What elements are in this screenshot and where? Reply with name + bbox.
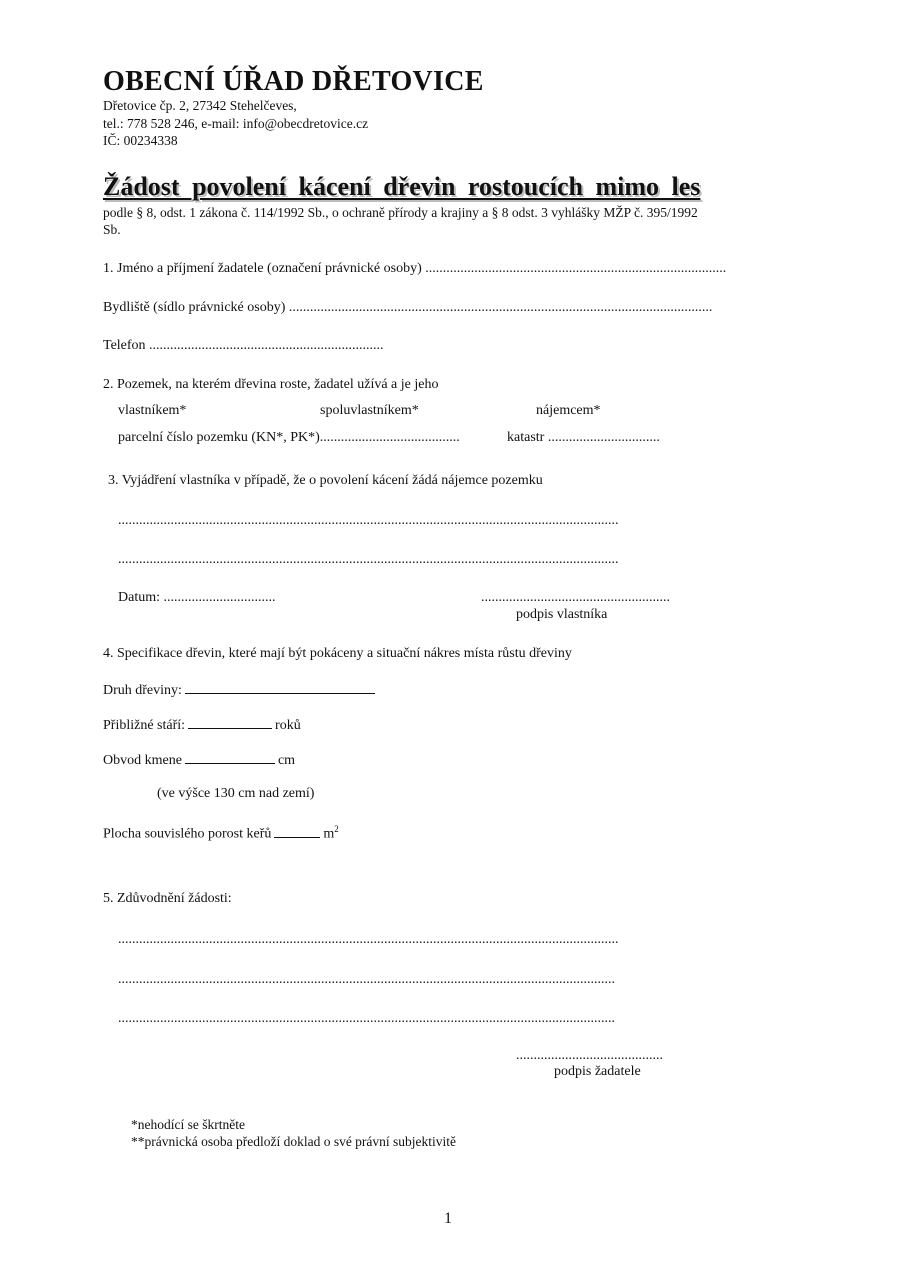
legal-basis-line1: podle § 8, odst. 1 zákona č. 114/1992 Sb., o ochraně přírody a krajiny a § 8 odst. 3 vyhlášky MŽP č. 395/1992: [103, 205, 698, 220]
age-unit: roků: [275, 718, 301, 733]
reason-line-3[interactable]: ..............................................................................................................................................: [118, 1011, 615, 1026]
reason-line-1[interactable]: ...............................................................................................................................................: [118, 932, 619, 947]
shrub-label: Plocha souvislého porost keřů: [103, 826, 272, 842]
legal-basis-line2: Sb.: [103, 222, 121, 237]
office-ico: IČ: 00234338: [103, 133, 178, 148]
form-title: Žádost povolení kácení dřevin rostoucích mimo les: [103, 172, 701, 201]
page-number: 1: [444, 1210, 452, 1227]
phone-field[interactable]: Telefon ...................................................................: [103, 338, 384, 353]
applicant-name-field[interactable]: 1. Jméno a příjmení žadatele (označení právnické osoby) ......................................................................................: [103, 261, 727, 276]
trunk-note: (ve výšce 130 cm nad zemí): [157, 786, 315, 801]
owner-statement-line-1[interactable]: ...............................................................................................................................................: [118, 513, 619, 528]
shrub-input[interactable]: [274, 825, 320, 838]
cadastre-field[interactable]: katastr ................................: [507, 430, 660, 445]
trunk-unit: cm: [277, 753, 296, 768]
trunk-label: Obvod kmene: [103, 753, 182, 768]
trunk-input[interactable]: [185, 751, 275, 764]
shrub-unit: m: [323, 826, 335, 842]
owner-date-field[interactable]: Datum: ................................: [118, 590, 276, 605]
reason-line-2[interactable]: ..............................................................................................................................................: [118, 972, 615, 987]
applicant-signature-label: podpis žadatele: [554, 1064, 641, 1079]
owner-statement-line-2[interactable]: ...............................................................................................................................................: [118, 552, 619, 567]
trunk-row: [103, 751, 295, 769]
footnote-2: **právnická osoba předloží doklad o své právní subjektivitě: [131, 1134, 457, 1149]
footnote-1: *nehodící se škrtněte: [131, 1117, 245, 1132]
applicant-signature-line[interactable]: ..........................................: [516, 1048, 663, 1063]
coowner-option[interactable]: spoluvlastníkem*: [320, 403, 419, 418]
species-row: [103, 681, 378, 699]
species-input[interactable]: [185, 681, 375, 694]
shrub-row: [103, 821, 339, 843]
office-address: Dřetovice čp. 2, 27342 Stehelčeves,: [103, 98, 297, 113]
age-label: Přibližné stáří:: [103, 718, 186, 733]
section2-intro: 2. Pozemek, na kterém dřevina roste, žadatel užívá a je jeho: [103, 377, 439, 392]
shrub-unit-exponent: 2: [334, 824, 339, 834]
age-input[interactable]: [188, 716, 272, 729]
owner-signature-line[interactable]: ......................................................: [481, 590, 670, 605]
owner-signature-label: podpis vlastníka: [516, 607, 608, 622]
tenant-option[interactable]: nájemcem*: [536, 403, 601, 418]
parcel-number-field[interactable]: parcelní číslo pozemku (KN*, PK*)........................................: [118, 430, 460, 445]
office-contact: tel.: 778 528 246, e-mail: info@obecdretovice.cz: [103, 116, 369, 131]
section4-intro: 4. Specifikace dřevin, které mají být pokáceny a situační nákres místa růstu dřeviny: [103, 646, 572, 661]
residence-field[interactable]: Bydliště (sídlo právnické osoby) .........................................................................................................................: [103, 300, 713, 315]
species-label: Druh dřeviny:: [103, 683, 182, 698]
section5-intro: 5. Zdůvodnění žádosti:: [103, 891, 232, 906]
age-row: [103, 716, 301, 734]
section3-intro: 3. Vyjádření vlastníka v případě, že o povolení kácení žádá nájemce pozemku: [108, 473, 543, 488]
office-name: OBECNÍ ÚŘAD DŘETOVICE: [103, 66, 484, 97]
owner-option[interactable]: vlastníkem*: [118, 403, 187, 418]
